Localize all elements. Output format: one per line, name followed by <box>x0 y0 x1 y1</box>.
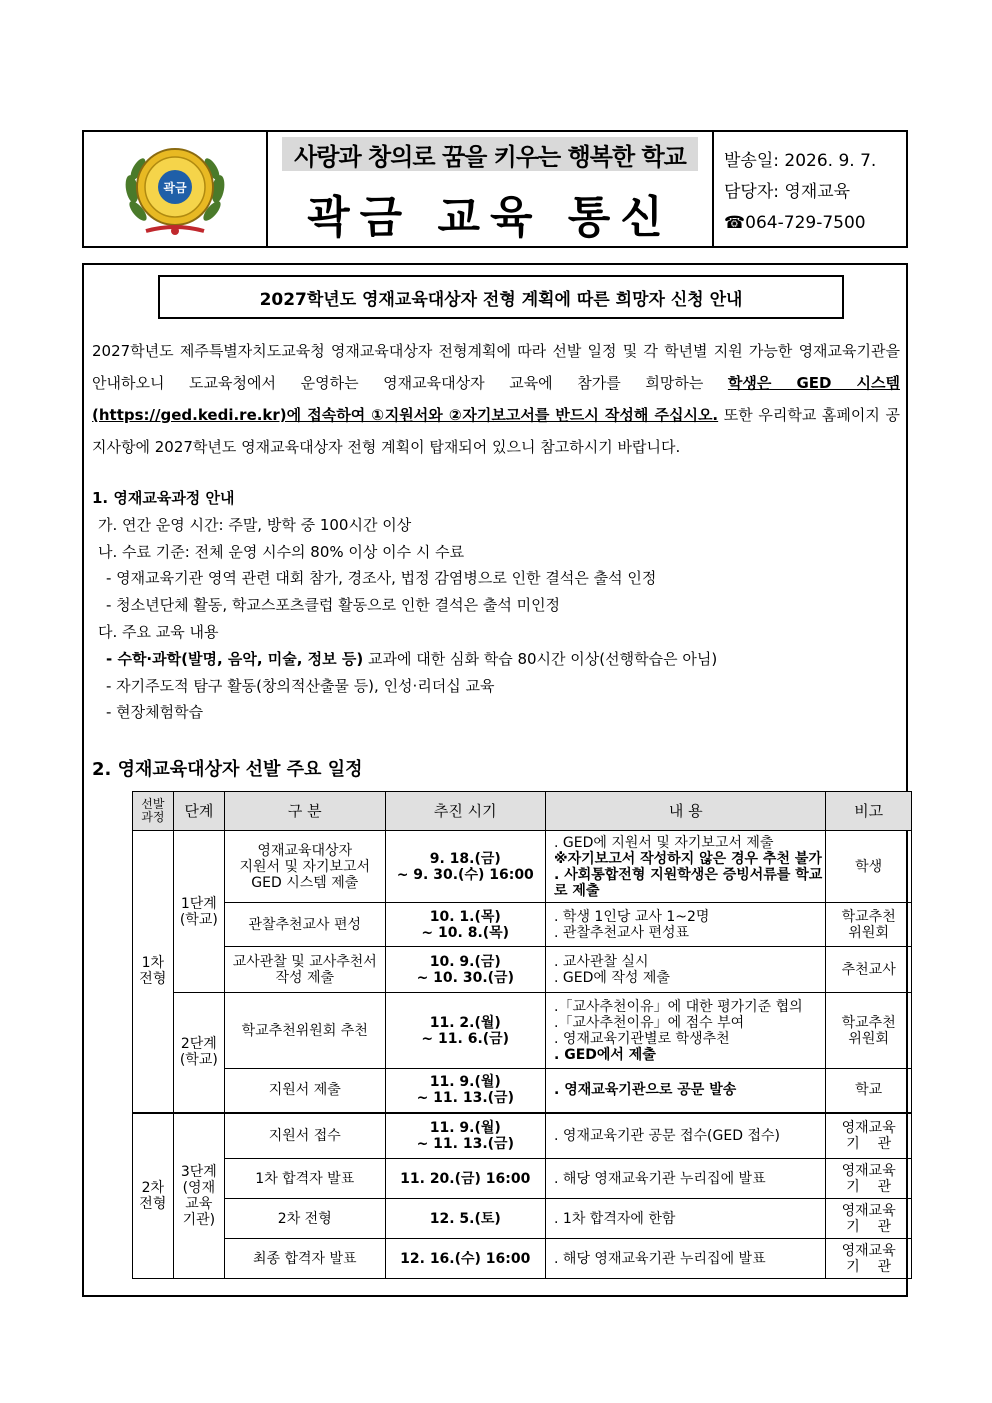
newsletter-header <box>82 130 908 248</box>
notice-title: 2027학년도 영재교육대상자 전형 계획에 따른 희망자 신청 안내 <box>158 275 844 319</box>
phone-number: ☎064-729-7500 <box>724 213 866 233</box>
manager: 담당자: 영재교육 <box>724 182 851 202</box>
section-course-info: 1. 영재교육과정 안내 가. 연간 운영 시간: 주말, 방학 중 100시간 이상 나. 수료 기준: 전체 운영 시수의 80% 이상 이수 시 수료 - 영재교육기관 영역 관련 대회 참가, 경조사, 법정 감염병으로 인한 결석은 출석 인정 - 청소년단체 활동, 학교스포츠클럽 활동으로 인한 결석은 출석 미인정 다. 주요 교육 내용 - 수학·과학(발명, 음악, 미술, 정보 등) 교과에 대한 심화 학습 80시간 이상(선행학습은 아님) - 자기주도적 탐구 활동(창의적산출물 등), 인성·리더십 교육 - 현장체험학습 <box>92 485 900 726</box>
table-row: 최종 합격자 발표 12. 16.(수) 16:00 . 해당 영재교육기관 누리집에 발표 영재교육 기 관 <box>133 1239 912 1279</box>
table-row: 2차 전형 3단계 (영재 교육 기관) 지원서 접수 11. 9.(월) ~ 11. 13.(금) . 영재교육기관 공문 접수(GED 접수) 영재교육 기 관 <box>133 1113 912 1159</box>
intro-paragraph: 2027학년도 제주특별자치도교육청 영재교육대상자 전형계획에 따라 선발 일정 및 각 학년별 지원 가능한 영재교육기관을 안내하오니 도교육청에서 운영하는 영재교육대상자 교육에 참가를 희망하는 학생은 GED 시스템(https://ged.kedi.re.kr)에 접속하여 ①지원서와 ②자기보고서를 반드시 작성해 주십시오. 또한 우리학교 홈페이지 공지사항에 2027학년도 영재교육대상자 전형 계획이 탑재되어 있으니 참고하시기 바랍니다. <box>92 342 900 456</box>
table-row: 교사관찰 및 교사추천서 작성 제출 10. 9.(금) ~ 10. 30.(금) . 교사관찰 실시 . GED에 작성 제출 추천교사 <box>133 947 912 993</box>
intro-emphasis: 학생은 GED 시스템(https://ged.kedi.re.kr)에 접속하여 ①지원서와 ②자기보고서를 반드시 작성해 주십시오. <box>92 374 900 424</box>
svg-text:곽금: 곽금 <box>163 181 187 195</box>
table-row: 2차 전형 12. 5.(토) . 1차 합격자에 한함 영재교육 기 관 <box>133 1199 912 1239</box>
table-row: 1차 전형 1단계 (학교) 영재교육대상자 지원서 및 자기보고서 GED 시스템 제출 9. 18.(금) ~ 9. 30.(수) 16:00 . GED에 지원서 및 자기보고서 제출 ※자기보고서 작성하지 않은 경우 추천 불가 . 사회통합전형 지원학생은 증빙서류를 학교로 제출 학생 <box>133 831 912 903</box>
school-slogan: 사랑과 창의로 꿈을 키우는 행복한 학교 <box>282 137 698 171</box>
table-row: 1차 합격자 발표 11. 20.(금) 16:00 . 해당 영재교육기관 누리집에 발표 영재교육 기 관 <box>133 1159 912 1199</box>
newsletter-title: 곽금 교육 통신 <box>307 192 673 243</box>
send-info <box>714 132 906 246</box>
school-emblem-icon <box>116 139 234 239</box>
send-date: 발송일: 2026. 9. 7. <box>724 151 877 171</box>
school-logo <box>84 132 268 246</box>
schedule-table <box>132 791 912 1279</box>
table-row: 관찰추천교사 편성 10. 1.(목) ~ 10. 8.(목) . 학생 1인당 교사 1~2명 . 관찰추천교사 편성표 학교추천 위원회 <box>133 903 912 947</box>
table-header-row: 선발 과정 단계 구 분 추진 시기 내 용 비고 <box>133 792 912 831</box>
notice-frame <box>82 263 908 1297</box>
table-row: 2단계 (학교) 학교추천위원회 추천 11. 2.(월) ~ 11. 6.(금) .「교사추천이유」에 대한 평가기준 협의 .「교사추천이유」에 점수 부여 . 영재교육기관별로 학생추천 . GED에서 제출 학교추천 위원회 <box>133 993 912 1069</box>
section-heading: 1. 영재교육과정 안내 <box>92 489 235 507</box>
table-row: 지원서 제출 11. 9.(월) ~ 11. 13.(금) . 영재교육기관으로 공문 발송 학교 <box>133 1069 912 1113</box>
section-heading: 2. 영재교육대상자 선발 주요 일정 <box>92 759 363 780</box>
